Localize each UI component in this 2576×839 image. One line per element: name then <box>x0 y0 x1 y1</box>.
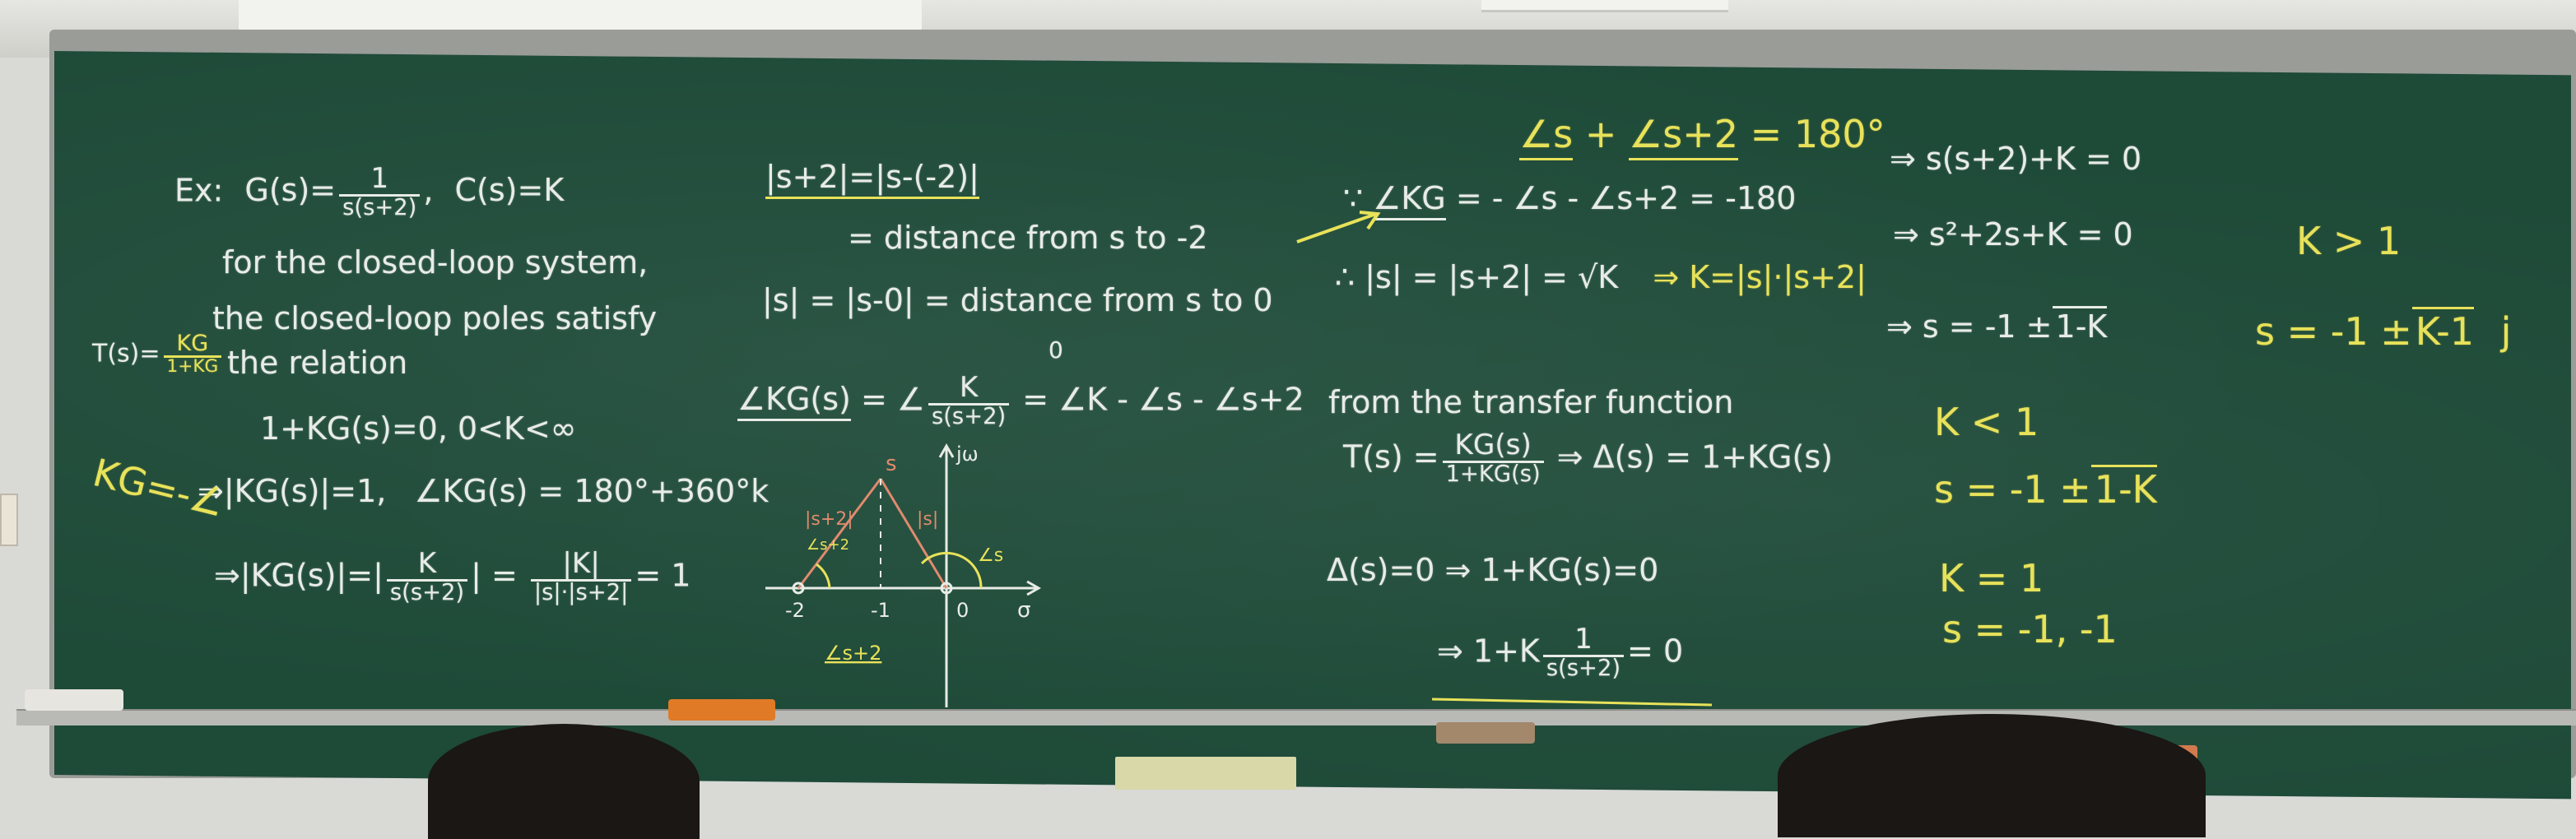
delta-equation: Δ(s)=0 ⇒ 1+KG(s)=0 <box>1327 552 1659 588</box>
final-characteristic: ⇒ 1+K $\frac{1}{s(s+2)}$ = 0 <box>1437 623 1684 681</box>
case-k-equal-1: K = 1 <box>1939 556 2044 600</box>
student-head-right <box>1778 714 2206 837</box>
ceiling-light-right <box>1481 0 1728 12</box>
characteristic-equation: 1+KG(s)=0, 0<K<∞ <box>260 410 577 447</box>
yellow-arrow <box>1294 206 1384 247</box>
student-head-left <box>428 724 700 839</box>
kg-angle-note: KG=-∠ <box>88 450 230 526</box>
poly-line-1: ⇒ s(s+2)+K = 0 <box>1890 141 2142 177</box>
transfer-function-note: T(s)= $\frac{KG}{1+KG}$ <box>92 332 225 377</box>
axis-jw-label: jω <box>956 443 979 466</box>
angle-arc-s <box>922 553 981 588</box>
tick-minus-two: -2 <box>785 599 805 622</box>
distance-to-minus-two: |s+2|=|s-(-2)| <box>765 161 979 192</box>
distance-to-minus-two-meaning: = distance from s to -2 <box>848 220 1208 256</box>
tick-minus-one: -1 <box>871 599 890 622</box>
zero-above-k: 0 <box>1049 336 1063 364</box>
s2-mag-label: |s+2| <box>805 509 853 530</box>
eraser-orange <box>668 699 775 721</box>
angle-condition-expansion: ∠KG(s) = ∠ $\frac{K}{s(s+2)}$ = ∠K - ∠s - ∠s+2 <box>737 371 1304 429</box>
closed-loop-text: for the closed-loop system, <box>222 244 649 280</box>
real-axis <box>765 582 1039 595</box>
therefore-line: ∴ |s| = |s+2| = √K ⇒ K=|s|·|s+2| <box>1335 259 1867 295</box>
vector-from-zero <box>881 479 946 588</box>
angle-sum-180: ∠s + ∠s+2 = 180° <box>1519 115 1886 153</box>
eraser-left <box>25 689 123 711</box>
case-k-equal-1-roots: s = -1, -1 <box>1942 607 2118 651</box>
point-s-label: s <box>886 452 897 476</box>
case-k-less-1-roots: s = -1 ±1-K <box>1934 470 2157 508</box>
because-line: ∵ ∠KG = - ∠s - ∠s+2 = -180 <box>1343 183 1796 214</box>
angle-s2-label: ∠s+2 <box>807 536 850 554</box>
distance-to-zero: |s| = |s-0| = distance from s to 0 <box>762 282 1273 318</box>
chalk-tray <box>16 709 2576 725</box>
angle-arc-s2 <box>816 564 830 588</box>
poly-line-2: ⇒ s²+2s+K = 0 <box>1893 216 2133 253</box>
poles-text: the closed-loop poles satisfy <box>212 300 658 336</box>
example-label: Ex: G(s)= $\frac{1}{s(s+2)}$ , C(s)=K <box>174 162 565 220</box>
tick-zero: 0 <box>956 599 969 622</box>
vector-from-minus-two <box>798 479 881 588</box>
imaginary-axis <box>940 446 953 707</box>
wall-outlet <box>0 494 18 546</box>
magnitude-angle-conditions: ⇒|KG(s)|=1, ∠KG(s) = 180°+360°k <box>198 473 770 509</box>
roots-line: ⇒ s = -1 ± 1-K <box>1886 311 2107 342</box>
transfer-function-intro: from the transfer function <box>1328 384 1734 420</box>
chalk-box <box>1115 757 1296 790</box>
axis-sigma-label: σ <box>1017 598 1031 623</box>
case-k-less-1: K < 1 <box>1934 400 2039 444</box>
relation-text: the relation <box>227 345 408 381</box>
angle-below-label: ∠s+2 <box>825 642 882 665</box>
s-mag-label: |s| <box>917 509 939 530</box>
case-k-greater-1-roots: s = -1 ±K-1 j <box>2255 313 2511 350</box>
s-plane-sketch <box>765 428 1045 707</box>
angle-s-label: ∠s <box>978 545 1004 566</box>
eraser-brown <box>1436 722 1535 744</box>
magnitude-expansion: ⇒|KG(s)|=| $\frac{K}{s(s+2)}$ | = $\frac{|K|}{|s|\cdot|s+2|}$ = 1 <box>214 547 691 605</box>
case-k-greater-1: K > 1 <box>2296 219 2402 263</box>
transfer-function-expression: T(s) = $\frac{KG(s)}{1+KG(s)}$ ⇒ Δ(s) = 1+KG(s) <box>1343 429 1833 487</box>
